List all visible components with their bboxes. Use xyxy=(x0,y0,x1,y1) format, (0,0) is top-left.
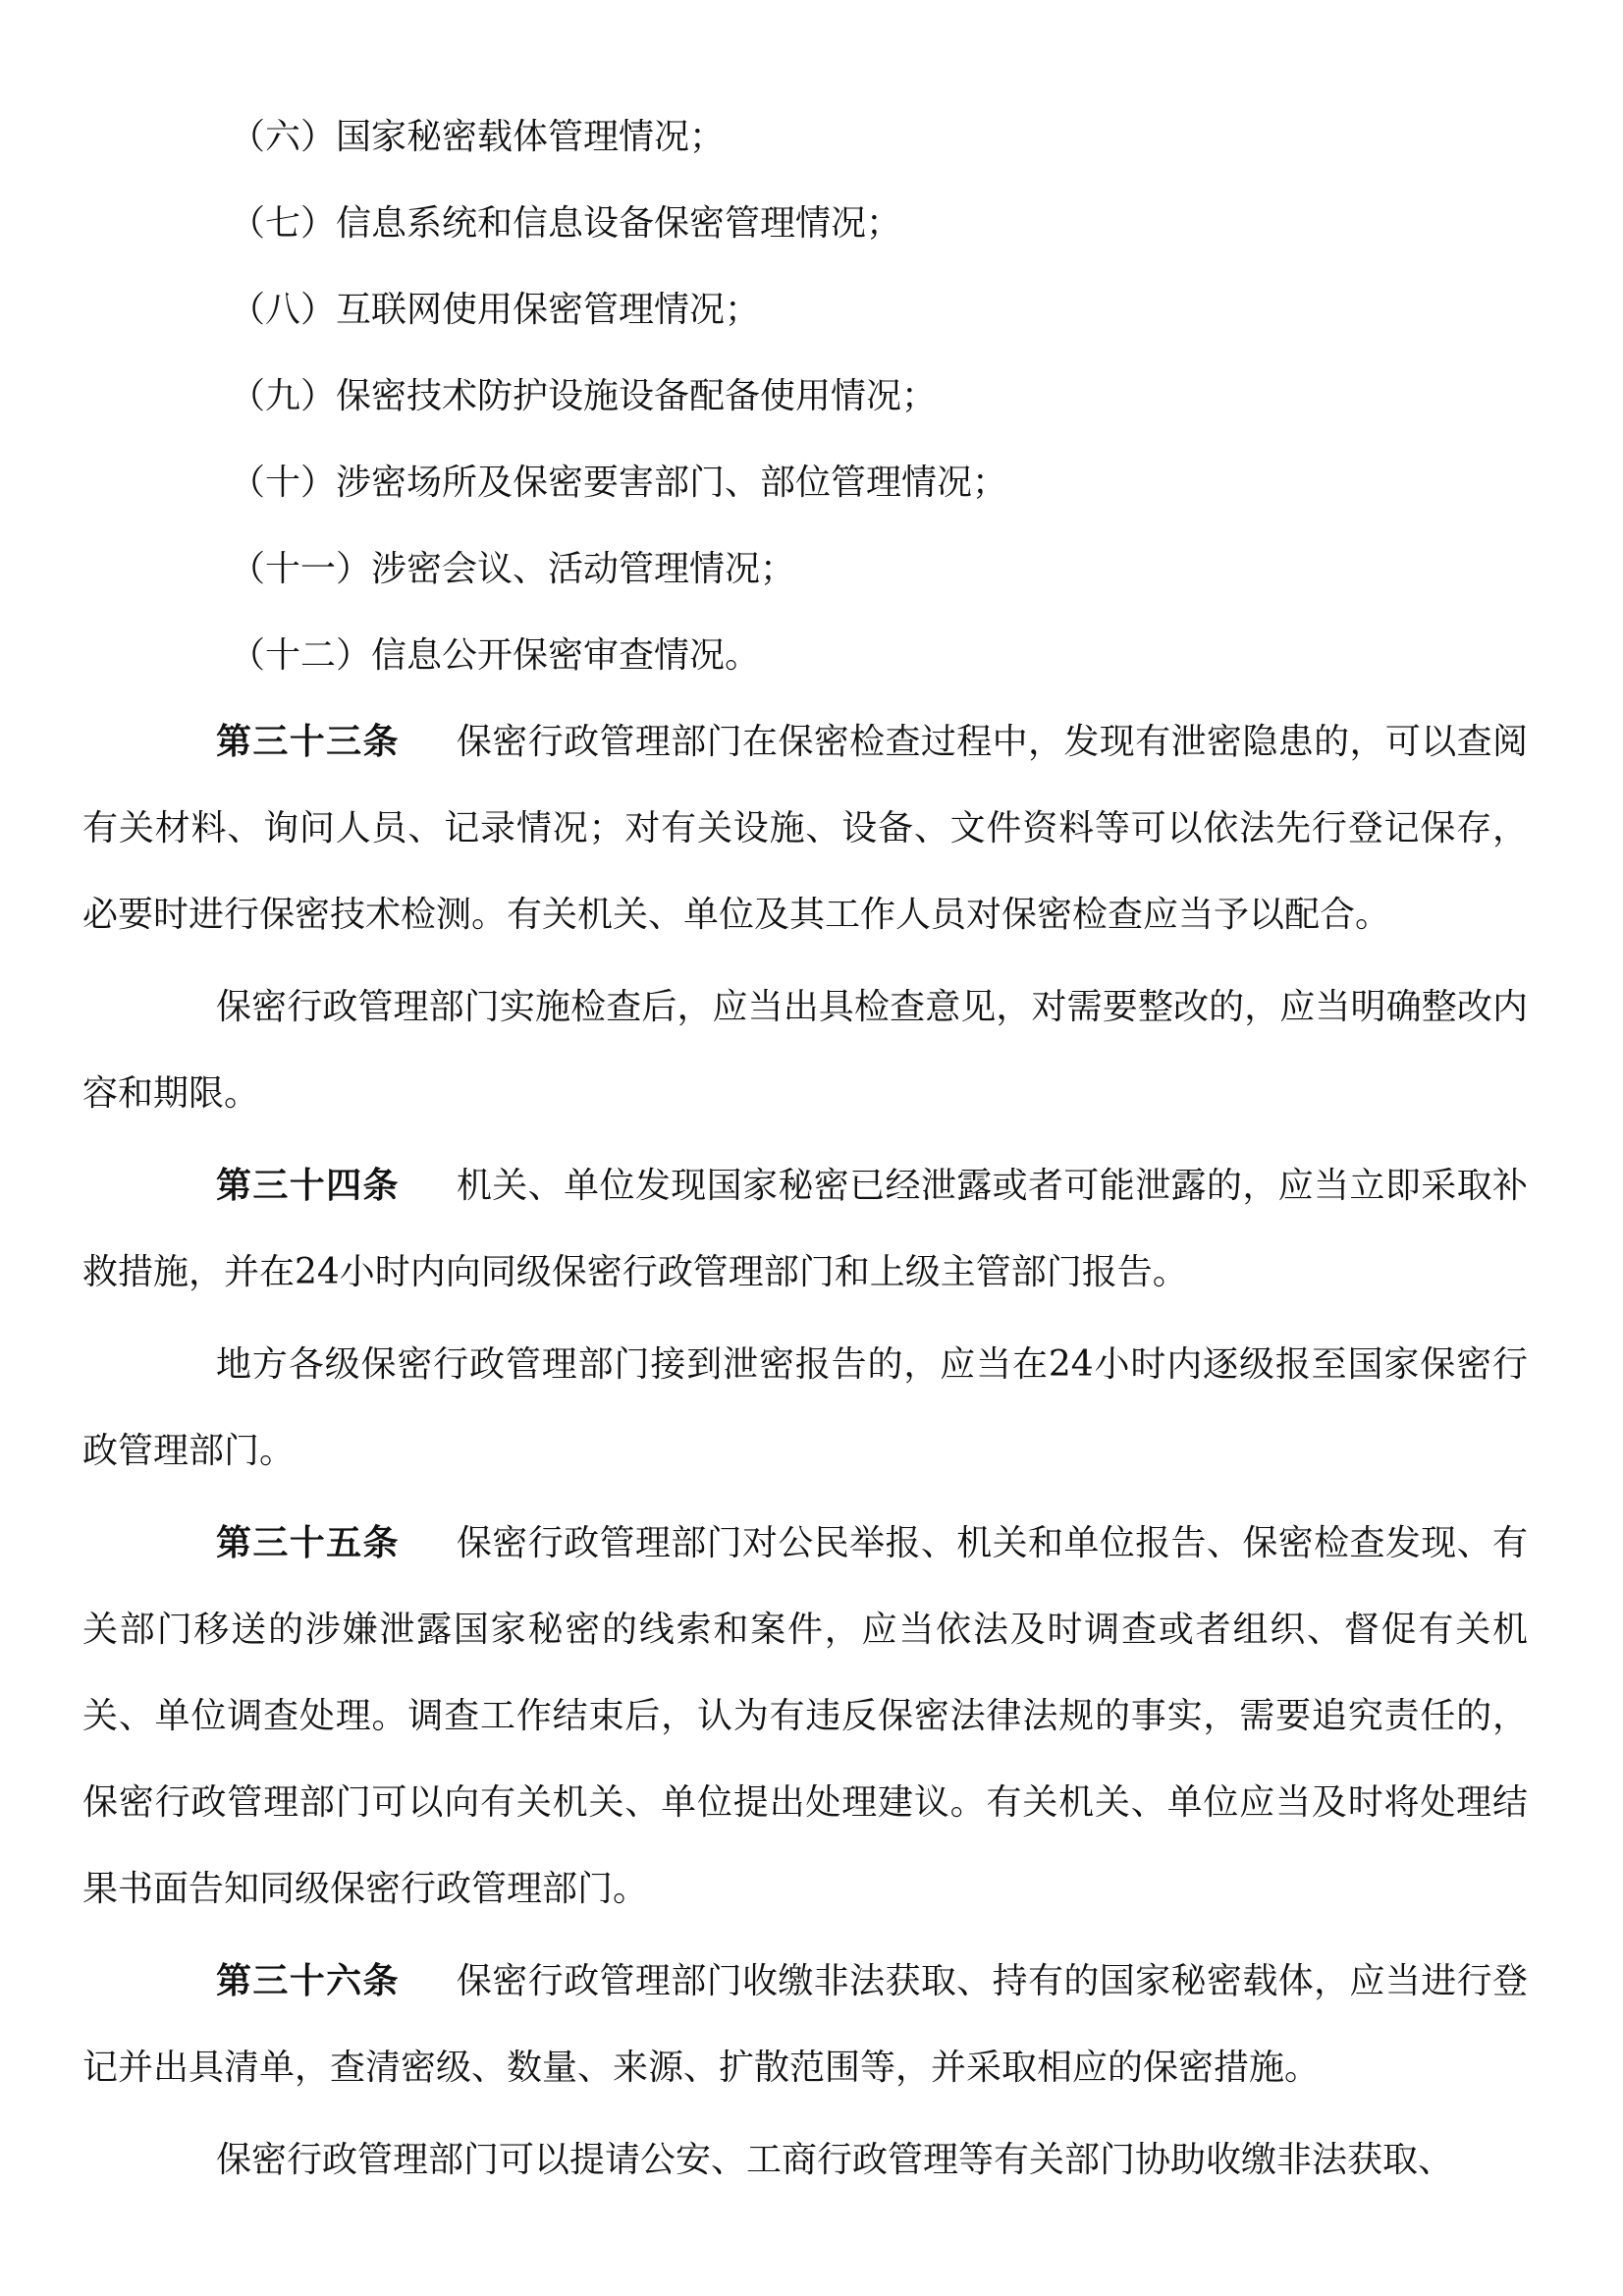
list-item-9: （九）保密技术防护设施设备配备使用情况； xyxy=(230,376,938,416)
list-item-8: （八）互联网使用保密管理情况； xyxy=(230,290,761,330)
article-36-label: 第三十六条 xyxy=(216,1961,400,2001)
article-33-text: 保密行政管理部门在保密检查过程中，发现有泄密隐患的，可以查阅有关材料、询问人员、记录情况；对有关设施、设备、文件资料等可以依法先行登记保存，必要时进行保密技术检测。有关机关、单位及其工作人员对保密检查应当予以配合。 xyxy=(82,722,1528,935)
list-item-11: （十一）涉密会议、活动管理情况； xyxy=(230,549,796,589)
article-34 xyxy=(82,1143,1555,1316)
article-34-text: 机关、单位发现国家秘密已经泄露或者可能泄露的，应当立即采取补救措施，并在24小时内向同级保密行政管理部门和上级主管部门报告。 xyxy=(82,1166,1528,1292)
article-36-paragraph-2: 保密行政管理部门可以提请公安、工商行政管理等有关部门协助收缴非法获取、 xyxy=(216,2140,1454,2180)
article-33 xyxy=(82,699,1555,958)
article-35-label: 第三十五条 xyxy=(216,1523,400,1563)
list-item-10: （十）涉密场所及保密要害部门、部位管理情况； xyxy=(230,463,1008,503)
article-35-text: 保密行政管理部门对公民举报、机关和单位报告、保密检查发现、有关部门移送的涉嫌泄露国家秘密的线索和案件，应当依法及时调查或者组织、督促有关机关、单位调查处理。调查工作结束后，认为有违反保密法律法规的事实，需要追究责任的，保密行政管理部门可以向有关机关、单位提出处理建议。有关机关、单位应当及时将处理结果书面告知同级保密行政管理部门。 xyxy=(82,1523,1528,1909)
document-body xyxy=(82,94,1555,2204)
article-35 xyxy=(82,1501,1555,1933)
article-36-text: 保密行政管理部门收缴非法获取、持有的国家秘密载体，应当进行登记并出具清单，查清密级、数量、来源、扩散范围等，并采取相应的保密措施。 xyxy=(82,1961,1528,2088)
article-34-label: 第三十四条 xyxy=(216,1166,400,1206)
article-36 xyxy=(82,1939,1555,2111)
article-33-paragraph-2: 保密行政管理部门实施检查后，应当出具检查意见，对需要整改的，应当明确整改内容和期限。 xyxy=(82,987,1528,1114)
list-item-6: （六）国家秘密载体管理情况； xyxy=(230,117,726,157)
list-item-12: （十二）信息公开保密审查情况。 xyxy=(230,635,761,676)
article-34-paragraph-2: 地方各级保密行政管理部门接到泄密报告的，应当在24小时内逐级报至国家保密行政管理部门。 xyxy=(82,1344,1528,1471)
list-item-7: （七）信息系统和信息设备保密管理情况； xyxy=(230,203,902,244)
article-33-label: 第三十三条 xyxy=(216,722,400,762)
